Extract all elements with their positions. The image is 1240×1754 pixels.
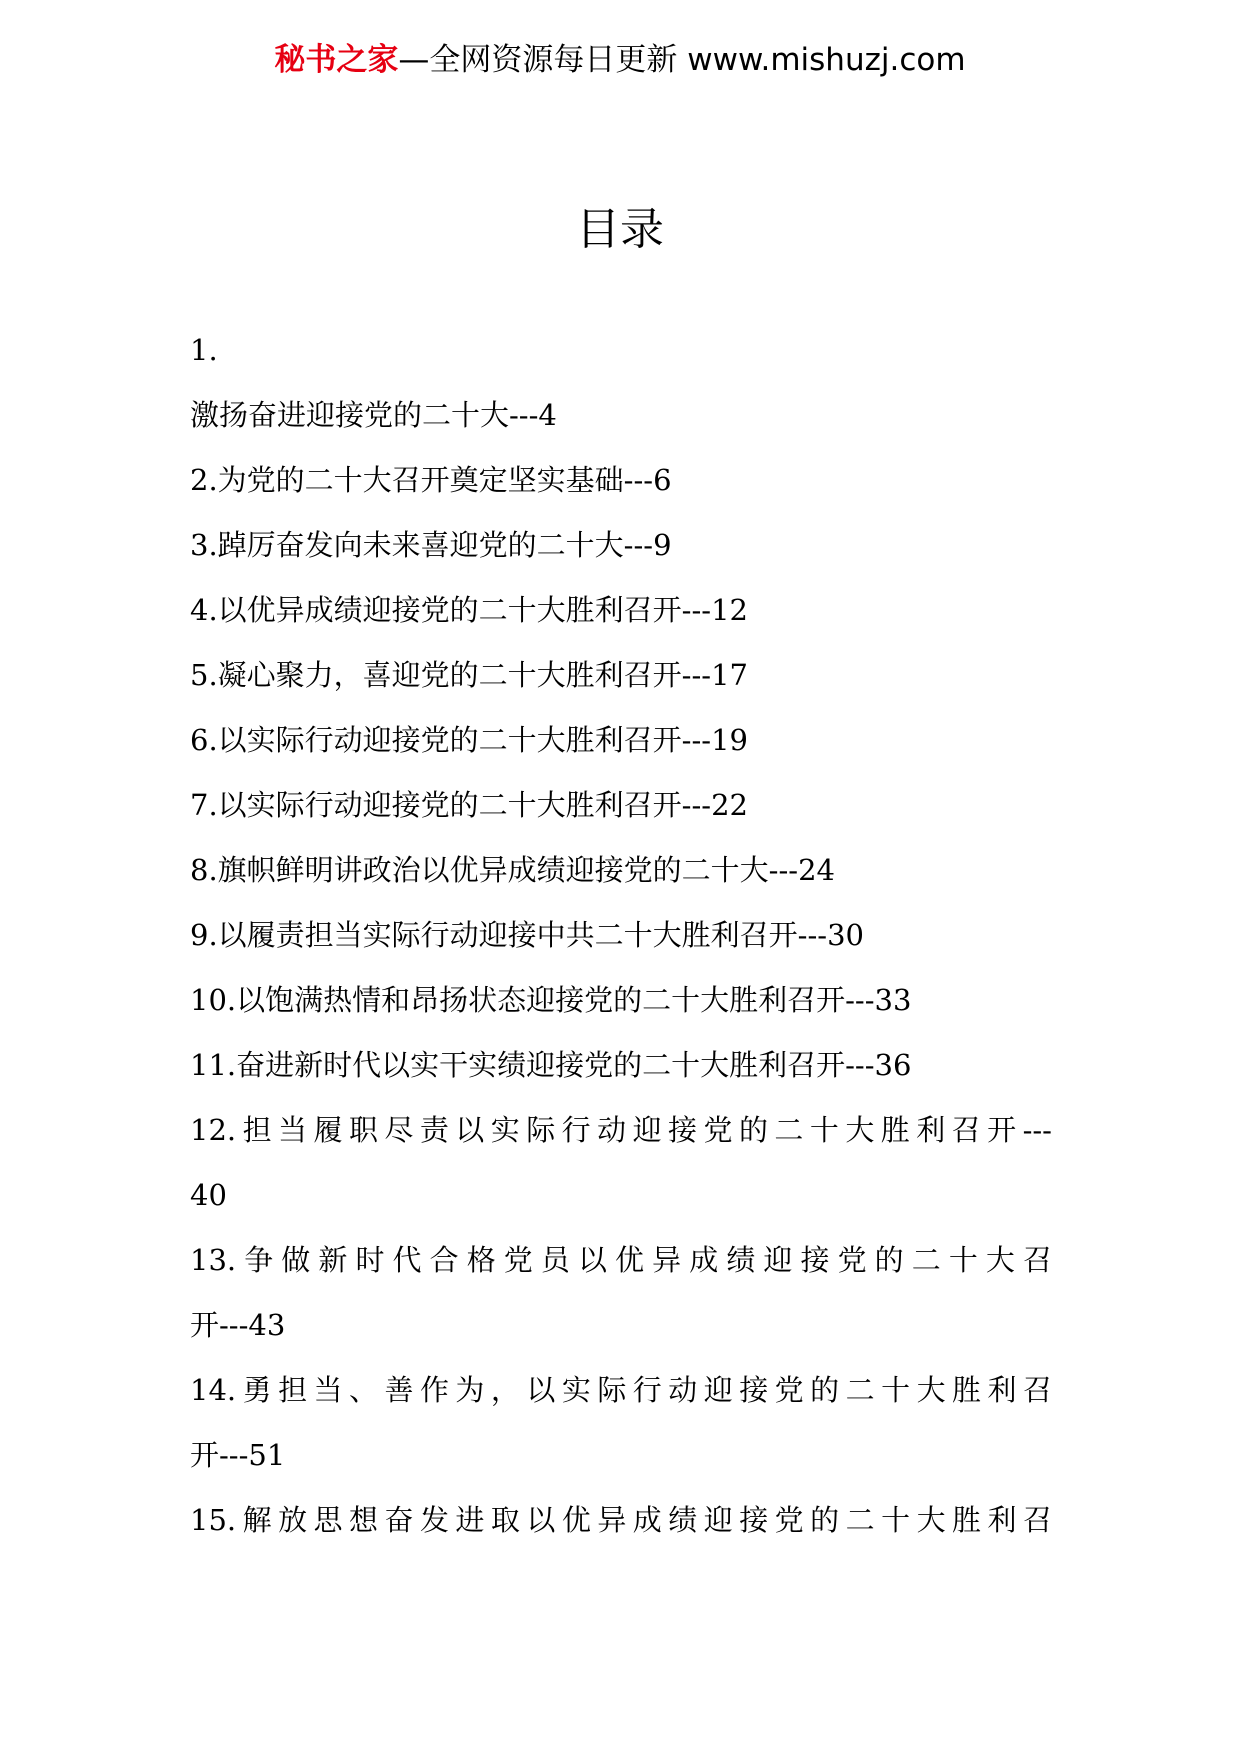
site-tagline: —全网资源每日更新 www.mishuzj.com — [398, 42, 966, 78]
toc-line: 4.以优异成绩迎接党的二十大胜利召开---12 — [190, 593, 748, 627]
toc-line: 开---51 — [190, 1438, 286, 1472]
toc-line: 15.解放思想奋发进取以优异成绩迎接党的二十大胜利召 — [190, 1503, 1052, 1537]
page-title: 目录 — [576, 204, 664, 255]
toc-line: 9.以履责担当实际行动迎接中共二十大胜利召开---30 — [190, 918, 864, 952]
toc-line: 40 — [190, 1178, 227, 1212]
toc-line: 开---43 — [190, 1308, 286, 1342]
toc-line: 8.旗帜鲜明讲政治以优异成绩迎接党的二十大---24 — [190, 853, 835, 887]
toc-line: 5.凝心聚力，喜迎党的二十大胜利召开---17 — [190, 658, 748, 692]
site-header — [0, 38, 1240, 82]
toc-line: 14.勇担当、善作为，以实际行动迎接党的二十大胜利召 — [190, 1373, 1052, 1407]
toc-line: 13.争做新时代合格党员以优异成绩迎接党的二十大召 — [190, 1243, 1052, 1277]
table-of-contents — [190, 318, 1052, 1553]
toc-line: 激扬奋进迎接党的二十大---4 — [190, 398, 557, 432]
toc-line: 7.以实际行动迎接党的二十大胜利召开---22 — [190, 788, 748, 822]
toc-line: 6.以实际行动迎接党的二十大胜利召开---19 — [190, 723, 748, 757]
toc-line: 12.担当履职尽责以实际行动迎接党的二十大胜利召开--- — [190, 1113, 1052, 1147]
toc-line: 10.以饱满热情和昂扬状态迎接党的二十大胜利召开---33 — [190, 983, 912, 1017]
toc-line: 3.踔厉奋发向未来喜迎党的二十大---9 — [190, 528, 672, 562]
toc-line: 2.为党的二十大召开奠定坚实基础---6 — [190, 463, 672, 497]
toc-line: 11.奋进新时代以实干实绩迎接党的二十大胜利召开---36 — [190, 1048, 912, 1082]
toc-line: 1. — [190, 333, 218, 367]
site-brand: 秘书之家 — [274, 42, 399, 78]
